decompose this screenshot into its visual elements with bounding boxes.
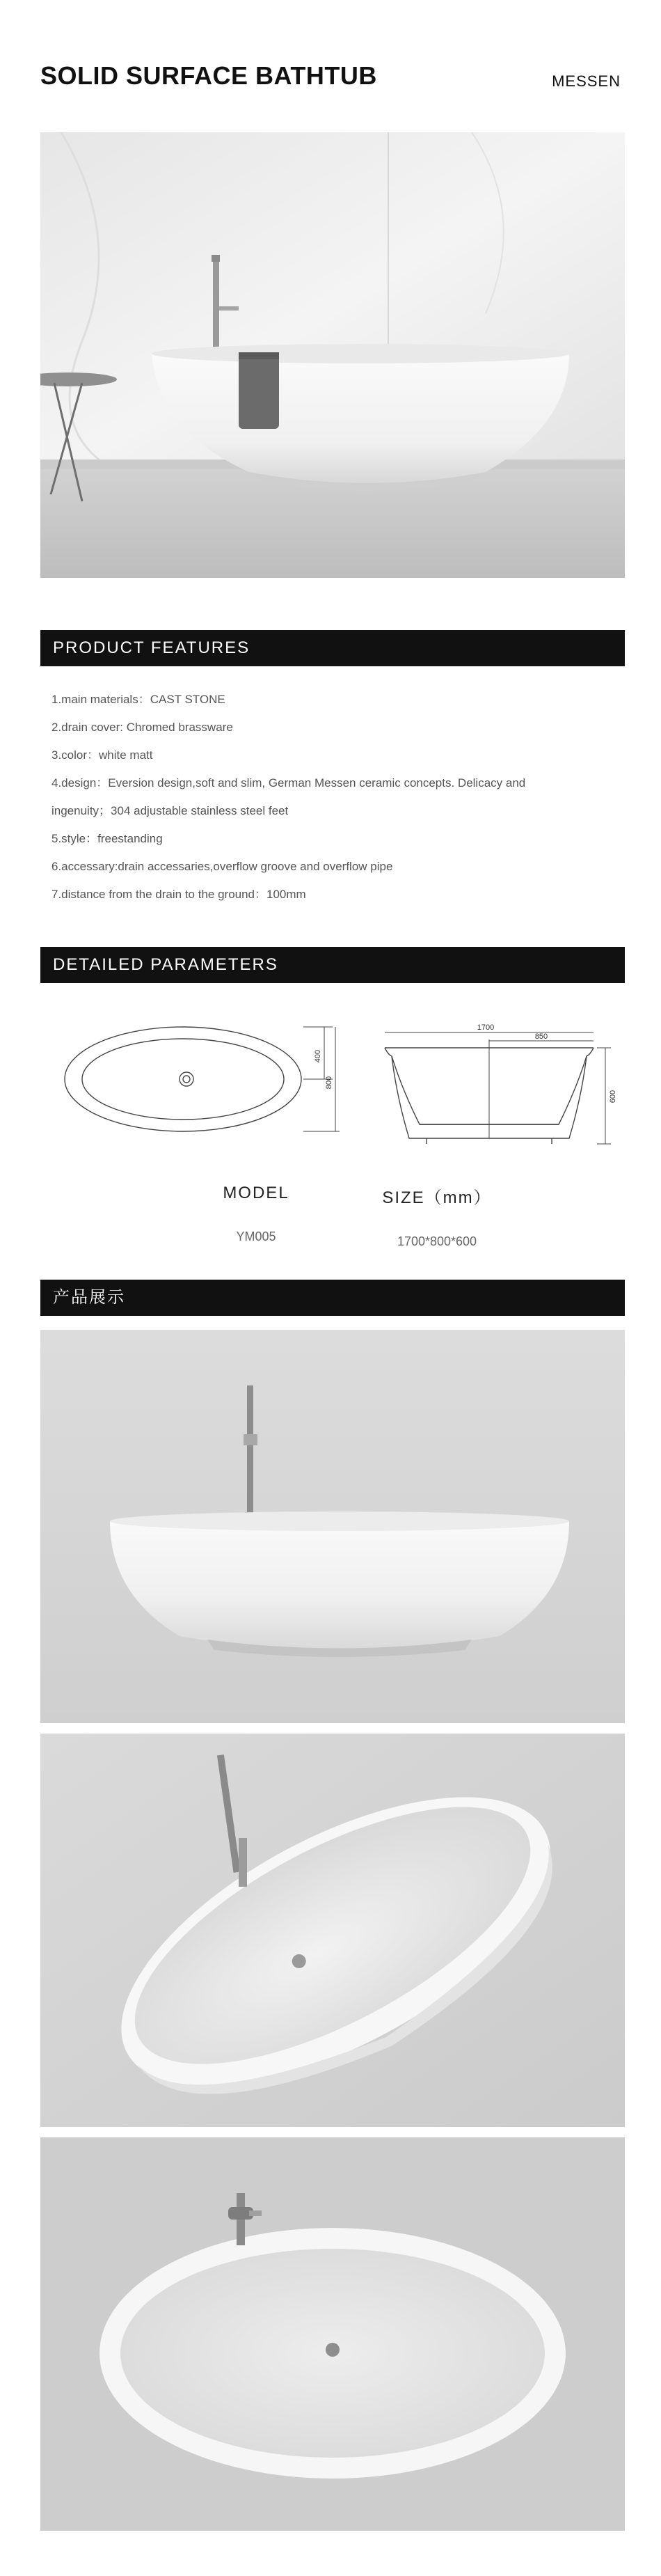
section-title-product-features: PRODUCT FEATURES <box>53 638 250 657</box>
model-label: MODEL <box>223 1184 289 1202</box>
size-value: 1700*800*600 <box>397 1234 477 1248</box>
technical-drawing <box>40 1013 625 1166</box>
product-photo-top <box>40 2137 625 2531</box>
tub-top-illustration <box>40 2137 625 2531</box>
model-value: YM005 <box>236 1230 276 1243</box>
product-photo-angled <box>40 1734 625 2127</box>
tub-angled-illustration <box>40 1734 625 2127</box>
dimension-side-half: 850 <box>534 1032 548 1041</box>
feature-item: 6.accessary:drain accessaries,overflow groove and overflow pipe <box>51 860 393 873</box>
section-bar-detailed-parameters <box>40 947 625 983</box>
dimension-side-height: 600 <box>609 1090 617 1104</box>
feature-item: 3.color：white matt <box>51 748 153 762</box>
feature-item: ingenuity；304 adjustable stainless steel feet <box>51 804 289 817</box>
top-view-drawing <box>65 1027 340 1131</box>
section-title-showcase: 产品展示 <box>53 1288 125 1307</box>
side-view-drawing <box>385 1032 611 1144</box>
hero-bathroom-illustration <box>40 132 625 578</box>
feature-item: 4.design：Eversion design,soft and slim, German Messen ceramic concepts. Delicacy and <box>51 776 526 790</box>
parameter-table <box>40 1184 625 1267</box>
section-title-detailed-parameters: DETAILED PARAMETERS <box>53 955 278 974</box>
brand-name: MESSEN <box>552 72 621 90</box>
section-bar-showcase <box>40 1280 625 1316</box>
feature-item: 5.style：freestanding <box>51 832 163 845</box>
dimension-top-depth: 400 <box>314 1049 322 1063</box>
feature-item: 1.main materials：CAST STONE <box>51 693 225 706</box>
model-column <box>200 1184 312 1244</box>
size-label: SIZE（mm） <box>382 1188 492 1207</box>
feature-item: 2.drain cover: Chromed brassware <box>51 721 233 734</box>
section-bar-product-features <box>40 630 625 666</box>
dimension-top-width: 800 <box>325 1076 333 1090</box>
product-photo-side <box>40 1330 625 1723</box>
technical-drawing-svg <box>40 1013 625 1166</box>
page-title: SOLID SURFACE BATHTUB <box>40 61 377 90</box>
feature-item: 7.distance from the drain to the ground：100mm <box>51 888 306 901</box>
tub-side-illustration <box>40 1330 625 1723</box>
dimension-side-length: 1700 <box>477 1023 495 1032</box>
hero-photo <box>40 132 625 578</box>
size-column <box>367 1184 507 1249</box>
feature-list <box>51 686 608 909</box>
